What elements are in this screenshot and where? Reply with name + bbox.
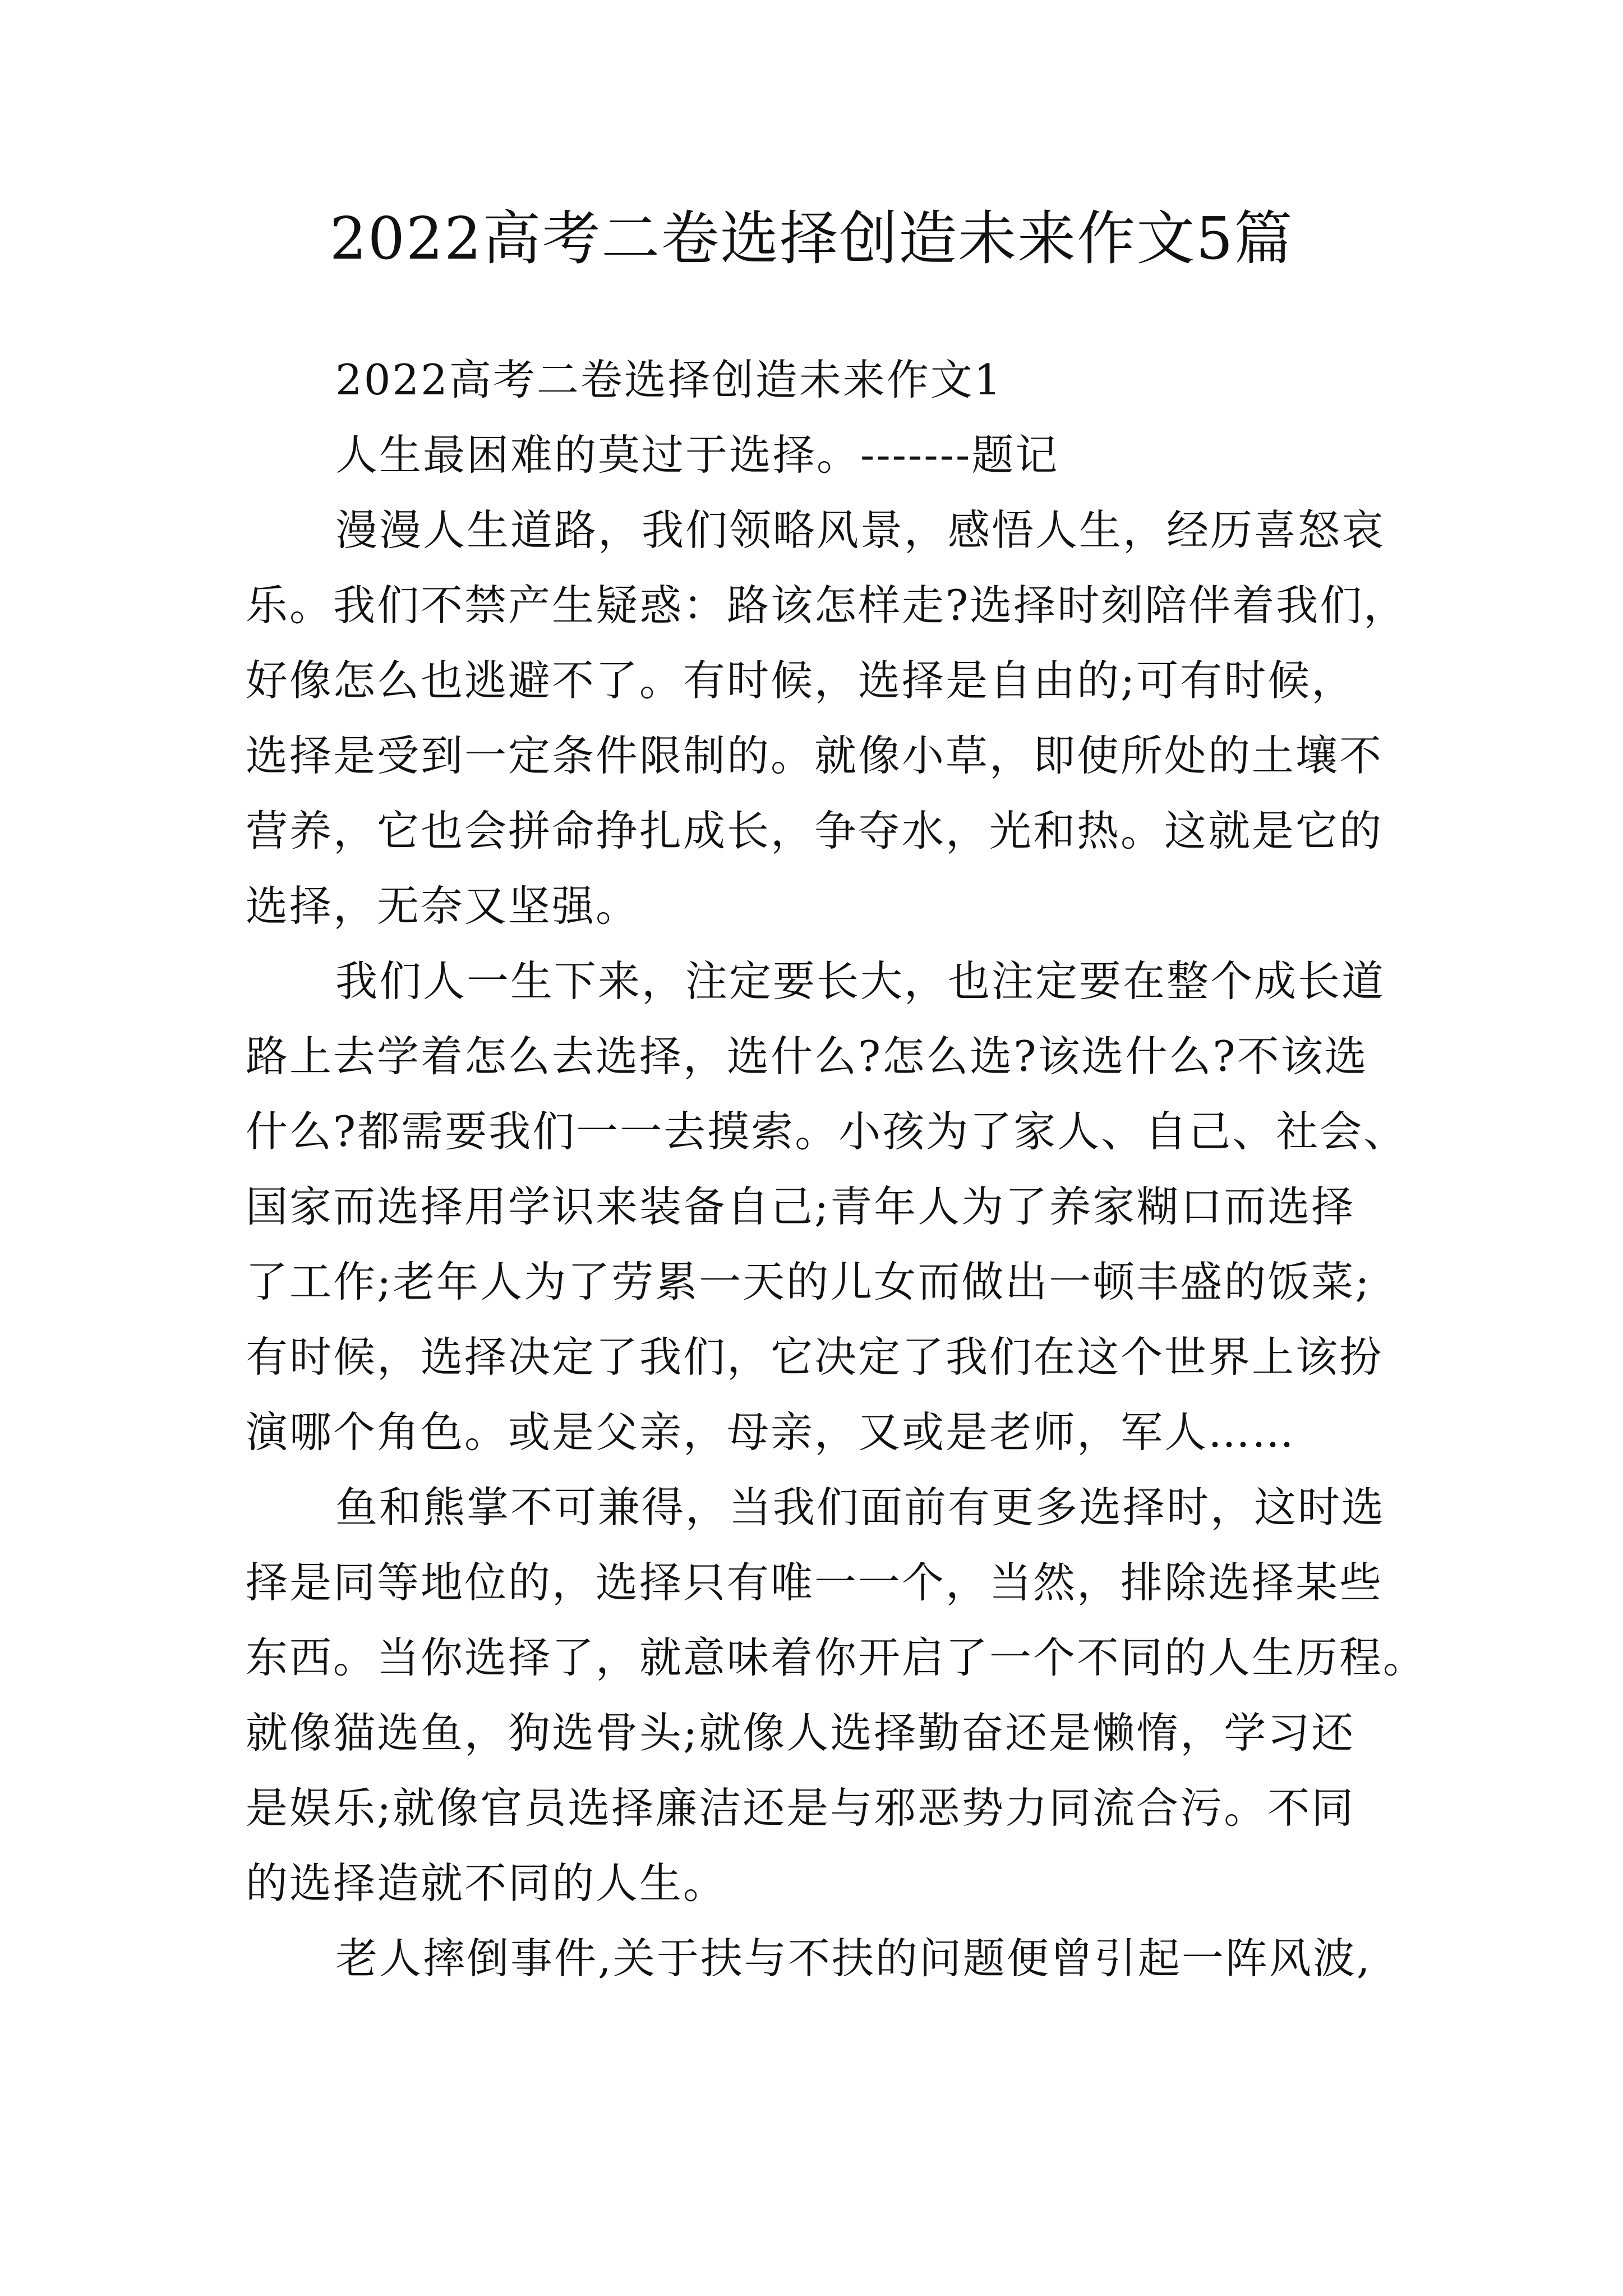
- paragraph-line: 营养，它也会拼命挣扎成长，争夺水，光和热。这就是它的: [246, 806, 1384, 855]
- document-body: [246, 342, 1427, 1996]
- paragraph-line: 路上去学着怎么去选择，选什么?怎么选?该选什么?不该选: [246, 1032, 1368, 1081]
- paragraph-line: 选择，无奈又坚强。: [246, 881, 640, 931]
- paragraph-line: 择是同等地位的，选择只有唯一一个，当然，排除选择某些: [246, 1558, 1384, 1607]
- document-title: 2022高考二卷选择创造未来作文5篇: [329, 204, 1294, 273]
- paragraph-line: 我们人一生下来，注定要长大，也注定要在整个成长道: [335, 956, 1386, 1006]
- paragraph-line: 2022高考二卷选择创造未来作文1: [335, 355, 1003, 404]
- paragraph-line: 了工作;老年人为了劳累一天的儿女而做出一顿丰盛的饭菜;: [246, 1257, 1371, 1306]
- paragraph-line: 是娱乐;就像官员选择廉洁还是与邪恶势力同流合污。不同: [246, 1783, 1355, 1833]
- paragraph-line: 东西。当你选择了，就意味着你开启了一个不同的人生历程。: [246, 1633, 1427, 1682]
- paragraph-line: 老人摔倒事件,关于扶与不扶的问题便曾引起一阵风波,: [335, 1934, 1372, 1983]
- paragraph-line: 漫漫人生道路，我们领略风景，感悟人生，经历喜怒哀: [335, 505, 1386, 555]
- paragraph-line: 就像猫选鱼，狗选骨头;就像人选择勤奋还是懒惰，学习还: [246, 1708, 1355, 1757]
- paragraph-line: 演哪个角色。或是父亲，母亲，又或是老师，军人……: [246, 1407, 1296, 1457]
- paragraph-line: 选择是受到一定条件限制的。就像小草，即使所处的土壤不: [246, 731, 1384, 780]
- paragraph-line: 鱼和熊掌不可兼得，当我们面前有更多选择时，这时选: [335, 1483, 1386, 1532]
- paragraph-line: 有时候，选择决定了我们，它决定了我们在这个世界上该扮: [246, 1332, 1384, 1382]
- paragraph-line: 乐。我们不禁产生疑惑：路该怎样走?选择时刻陪伴着我们，: [246, 581, 1408, 630]
- paragraph-line: 的选择造就不同的人生。: [246, 1858, 727, 1908]
- paragraph-line: 什么?都需要我们一一去摸索。小孩为了家人、自己、社会、: [246, 1107, 1408, 1156]
- paragraph-line: 好像怎么也逃避不了。有时候，选择是自由的;可有时候，: [246, 656, 1355, 705]
- paragraph-line: 国家而选择用学识来装备自己;青年人为了养家糊口而选择: [246, 1182, 1355, 1231]
- paragraph-line: 人生最困难的莫过于选择。-------题记: [335, 430, 1059, 480]
